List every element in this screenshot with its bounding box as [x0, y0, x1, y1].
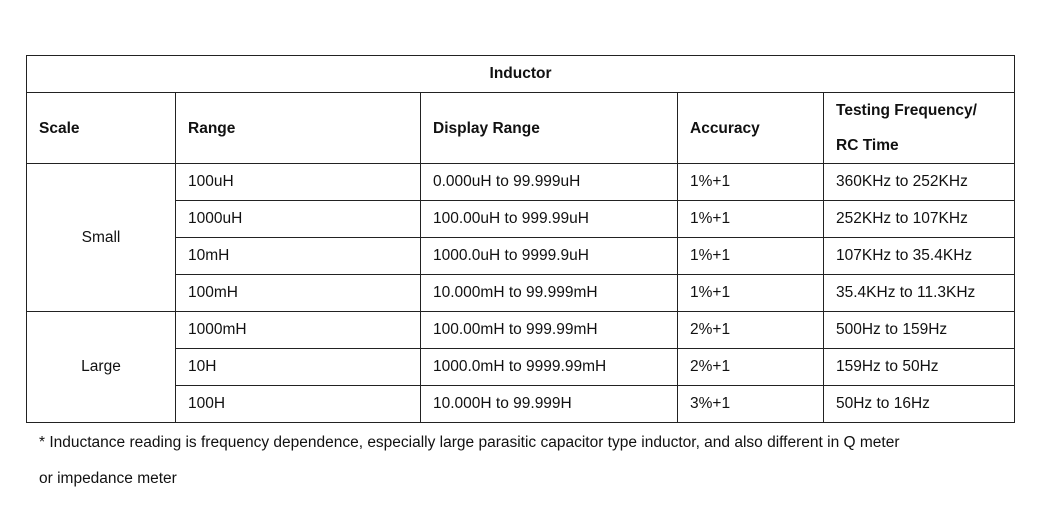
display-range-cell: 1000.0mH to 9999.99mH [421, 349, 678, 386]
accuracy-cell: 2%+1 [678, 349, 824, 386]
table-header-row [27, 93, 1015, 164]
frequency-cell: 35.4KHz to 11.3KHz [824, 275, 1015, 312]
frequency-cell: 159Hz to 50Hz [824, 349, 1015, 386]
display-range-cell: 1000.0uH to 9999.9uH [421, 238, 678, 275]
header-testing-frequency-line2: RC Time [836, 137, 899, 154]
footnote-line2: or impedance meter [39, 470, 177, 487]
frequency-cell: 50Hz to 16Hz [824, 386, 1015, 423]
inductor-spec-table [26, 55, 1015, 423]
accuracy-cell: 3%+1 [678, 386, 824, 423]
table-title-row [27, 56, 1015, 93]
table-row [27, 275, 1015, 312]
frequency-cell: 500Hz to 159Hz [824, 312, 1015, 349]
display-range-cell: 100.00uH to 999.99uH [421, 201, 678, 238]
scale-cell-large: Large [27, 312, 176, 423]
scale-cell-small: Small [27, 164, 176, 312]
accuracy-cell: 1%+1 [678, 275, 824, 312]
range-cell: 10mH [176, 238, 421, 275]
header-display-range: Display Range [421, 93, 678, 164]
display-range-cell: 100.00mH to 999.99mH [421, 312, 678, 349]
header-scale: Scale [27, 93, 176, 164]
header-testing-frequency-line1: Testing Frequency/ [836, 102, 977, 119]
frequency-cell: 252KHz to 107KHz [824, 201, 1015, 238]
accuracy-cell: 1%+1 [678, 238, 824, 275]
table-row [27, 386, 1015, 423]
footnote-line1: * Inductance reading is frequency dependence, especially large parasitic capacitor type inductor, and also different in Q meter [39, 434, 900, 451]
table-row [27, 238, 1015, 275]
range-cell: 100uH [176, 164, 421, 201]
header-range: Range [176, 93, 421, 164]
table-row [27, 312, 1015, 349]
table-row [27, 349, 1015, 386]
frequency-cell: 107KHz to 35.4KHz [824, 238, 1015, 275]
header-accuracy: Accuracy [678, 93, 824, 164]
table-row [27, 201, 1015, 238]
accuracy-cell: 2%+1 [678, 312, 824, 349]
display-range-cell: 10.000mH to 99.999mH [421, 275, 678, 312]
accuracy-cell: 1%+1 [678, 201, 824, 238]
range-cell: 1000uH [176, 201, 421, 238]
footnote [39, 425, 1024, 497]
header-testing-frequency [824, 93, 1015, 164]
range-cell: 10H [176, 349, 421, 386]
table-title: Inductor [27, 56, 1015, 93]
display-range-cell: 10.000H to 99.999H [421, 386, 678, 423]
range-cell: 100H [176, 386, 421, 423]
inductor-spec-document [26, 55, 1014, 423]
accuracy-cell: 1%+1 [678, 164, 824, 201]
range-cell: 100mH [176, 275, 421, 312]
frequency-cell: 360KHz to 252KHz [824, 164, 1015, 201]
range-cell: 1000mH [176, 312, 421, 349]
display-range-cell: 0.000uH to 99.999uH [421, 164, 678, 201]
table-row [27, 164, 1015, 201]
